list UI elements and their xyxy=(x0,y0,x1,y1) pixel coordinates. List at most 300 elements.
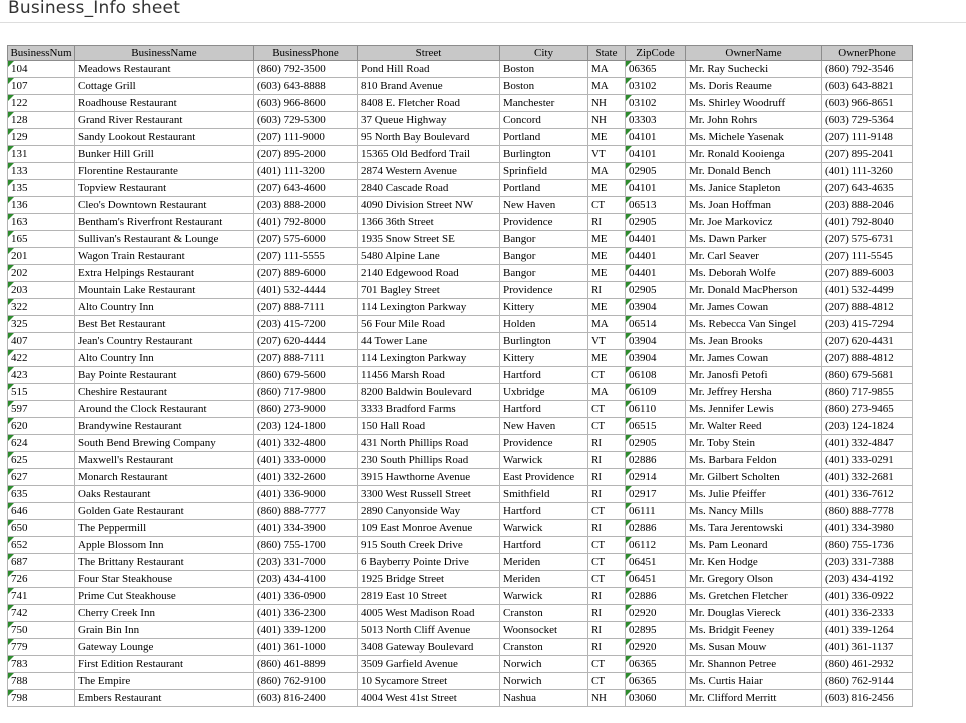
cell-city[interactable]: Cranston xyxy=(500,605,588,622)
cell-business-num[interactable]: 131 xyxy=(8,146,75,163)
cell-business-name[interactable]: Wagon Train Restaurant xyxy=(75,248,254,265)
cell-street[interactable]: 3915 Hawthorne Avenue xyxy=(358,469,500,486)
cell-owner-phone[interactable]: (860) 762-9144 xyxy=(822,673,913,690)
cell-business-phone[interactable]: (401) 336-0900 xyxy=(254,588,358,605)
cell-state[interactable]: RI xyxy=(588,639,626,656)
cell-business-name[interactable]: Bentham's Riverfront Restaurant xyxy=(75,214,254,231)
cell-business-name[interactable]: Cleo's Downtown Restaurant xyxy=(75,197,254,214)
cell-zip-code[interactable]: 02895 xyxy=(626,622,686,639)
cell-business-phone[interactable]: (401) 532-4444 xyxy=(254,282,358,299)
cell-business-num[interactable]: 742 xyxy=(8,605,75,622)
cell-owner-phone[interactable]: (401) 111-3260 xyxy=(822,163,913,180)
cell-owner-phone[interactable]: (401) 334-3980 xyxy=(822,520,913,537)
cell-owner-phone[interactable]: (207) 111-9148 xyxy=(822,129,913,146)
cell-street[interactable]: 8200 Baldwin Boulevard xyxy=(358,384,500,401)
cell-owner-name[interactable]: Mr. Donald MacPherson xyxy=(686,282,822,299)
cell-business-num[interactable]: 322 xyxy=(8,299,75,316)
cell-business-name[interactable]: Jean's Country Restaurant xyxy=(75,333,254,350)
cell-business-name[interactable]: Apple Blossom Inn xyxy=(75,537,254,554)
cell-business-num[interactable]: 627 xyxy=(8,469,75,486)
cell-zip-code[interactable]: 06109 xyxy=(626,384,686,401)
cell-street[interactable]: 3300 West Russell Street xyxy=(358,486,500,503)
cell-business-name[interactable]: The Empire xyxy=(75,673,254,690)
header-state[interactable]: State xyxy=(588,46,626,61)
cell-business-num[interactable]: 128 xyxy=(8,112,75,129)
cell-business-num[interactable]: 515 xyxy=(8,384,75,401)
cell-owner-name[interactable]: Mr. Shannon Petree xyxy=(686,656,822,673)
cell-city[interactable]: Hartford xyxy=(500,401,588,418)
cell-owner-phone[interactable]: (860) 792-3546 xyxy=(822,61,913,78)
cell-zip-code[interactable]: 03904 xyxy=(626,333,686,350)
header-ownerphone[interactable]: OwnerPhone xyxy=(822,46,913,61)
cell-owner-phone[interactable]: (203) 434-4192 xyxy=(822,571,913,588)
cell-business-name[interactable]: Oaks Restaurant xyxy=(75,486,254,503)
cell-state[interactable]: RI xyxy=(588,520,626,537)
cell-city[interactable]: Smithfield xyxy=(500,486,588,503)
cell-zip-code[interactable]: 06451 xyxy=(626,554,686,571)
cell-owner-phone[interactable]: (207) 895-2041 xyxy=(822,146,913,163)
cell-business-name[interactable]: Topview Restaurant xyxy=(75,180,254,197)
cell-owner-phone[interactable]: (401) 339-1264 xyxy=(822,622,913,639)
cell-street[interactable]: 915 South Creek Drive xyxy=(358,537,500,554)
cell-city[interactable]: Woonsocket xyxy=(500,622,588,639)
cell-state[interactable]: ME xyxy=(588,299,626,316)
cell-business-phone[interactable]: (603) 816-2400 xyxy=(254,690,358,707)
cell-street[interactable]: 37 Queue Highway xyxy=(358,112,500,129)
cell-street[interactable]: 701 Bagley Street xyxy=(358,282,500,299)
cell-business-phone[interactable]: (401) 336-9000 xyxy=(254,486,358,503)
cell-state[interactable]: RI xyxy=(588,452,626,469)
cell-city[interactable]: Holden xyxy=(500,316,588,333)
cell-business-name[interactable]: Sandy Lookout Restaurant xyxy=(75,129,254,146)
cell-owner-name[interactable]: Ms. Jennifer Lewis xyxy=(686,401,822,418)
cell-zip-code[interactable]: 03102 xyxy=(626,95,686,112)
cell-owner-phone[interactable]: (603) 729-5364 xyxy=(822,112,913,129)
cell-owner-name[interactable]: Ms. Tara Jerentowski xyxy=(686,520,822,537)
cell-business-name[interactable]: The Peppermill xyxy=(75,520,254,537)
header-businessname[interactable]: BusinessName xyxy=(75,46,254,61)
cell-business-phone[interactable]: (207) 895-2000 xyxy=(254,146,358,163)
cell-owner-name[interactable]: Mr. Toby Stein xyxy=(686,435,822,452)
cell-business-name[interactable]: Florentine Restaurante xyxy=(75,163,254,180)
cell-city[interactable]: Manchester xyxy=(500,95,588,112)
cell-owner-name[interactable]: Ms. Gretchen Fletcher xyxy=(686,588,822,605)
cell-state[interactable]: MA xyxy=(588,61,626,78)
cell-owner-name[interactable]: Ms. Dawn Parker xyxy=(686,231,822,248)
cell-state[interactable]: RI xyxy=(588,588,626,605)
cell-state[interactable]: ME xyxy=(588,180,626,197)
cell-zip-code[interactable]: 02920 xyxy=(626,639,686,656)
cell-zip-code[interactable]: 04401 xyxy=(626,231,686,248)
cell-owner-phone[interactable]: (401) 361-1137 xyxy=(822,639,913,656)
cell-business-num[interactable]: 163 xyxy=(8,214,75,231)
cell-zip-code[interactable]: 06108 xyxy=(626,367,686,384)
cell-owner-name[interactable]: Ms. Shirley Woodruff xyxy=(686,95,822,112)
cell-street[interactable]: 230 South Phillips Road xyxy=(358,452,500,469)
cell-city[interactable]: Portland xyxy=(500,129,588,146)
cell-street[interactable]: 1925 Bridge Street xyxy=(358,571,500,588)
cell-city[interactable]: Bangor xyxy=(500,248,588,265)
cell-business-name[interactable]: Sullivan's Restaurant & Lounge xyxy=(75,231,254,248)
cell-business-name[interactable]: Maxwell's Restaurant xyxy=(75,452,254,469)
cell-state[interactable]: CT xyxy=(588,418,626,435)
cell-zip-code[interactable]: 02905 xyxy=(626,163,686,180)
cell-business-num[interactable]: 788 xyxy=(8,673,75,690)
cell-zip-code[interactable]: 02914 xyxy=(626,469,686,486)
header-businessnum[interactable]: BusinessNum xyxy=(8,46,75,61)
cell-street[interactable]: 11456 Marsh Road xyxy=(358,367,500,384)
cell-business-num[interactable]: 135 xyxy=(8,180,75,197)
cell-city[interactable]: Bangor xyxy=(500,231,588,248)
cell-owner-phone[interactable]: (860) 679-5681 xyxy=(822,367,913,384)
cell-owner-name[interactable]: Mr. Janosfi Petofi xyxy=(686,367,822,384)
cell-state[interactable]: ME xyxy=(588,248,626,265)
cell-owner-name[interactable]: Ms. Nancy Mills xyxy=(686,503,822,520)
cell-business-phone[interactable]: (860) 679-5600 xyxy=(254,367,358,384)
cell-state[interactable]: ME xyxy=(588,350,626,367)
cell-zip-code[interactable]: 06451 xyxy=(626,571,686,588)
cell-owner-phone[interactable]: (401) 336-0922 xyxy=(822,588,913,605)
cell-street[interactable]: 114 Lexington Parkway xyxy=(358,350,500,367)
cell-business-phone[interactable]: (203) 888-2000 xyxy=(254,197,358,214)
cell-street[interactable]: 15365 Old Bedford Trail xyxy=(358,146,500,163)
cell-city[interactable]: Concord xyxy=(500,112,588,129)
cell-street[interactable]: 3333 Bradford Farms xyxy=(358,401,500,418)
cell-city[interactable]: Kittery xyxy=(500,350,588,367)
cell-owner-phone[interactable]: (401) 336-2333 xyxy=(822,605,913,622)
cell-business-num[interactable]: 202 xyxy=(8,265,75,282)
cell-business-phone[interactable]: (860) 717-9800 xyxy=(254,384,358,401)
cell-business-name[interactable]: Brandywine Restaurant xyxy=(75,418,254,435)
cell-owner-name[interactable]: Mr. Gilbert Scholten xyxy=(686,469,822,486)
cell-city[interactable]: Uxbridge xyxy=(500,384,588,401)
cell-street[interactable]: 2840 Cascade Road xyxy=(358,180,500,197)
cell-business-phone[interactable]: (860) 762-9100 xyxy=(254,673,358,690)
cell-business-name[interactable]: Roadhouse Restaurant xyxy=(75,95,254,112)
cell-state[interactable]: VT xyxy=(588,333,626,350)
cell-business-phone[interactable]: (860) 888-7777 xyxy=(254,503,358,520)
cell-owner-name[interactable]: Mr. Clifford Merritt xyxy=(686,690,822,707)
cell-city[interactable]: Warwick xyxy=(500,520,588,537)
cell-zip-code[interactable]: 06110 xyxy=(626,401,686,418)
cell-business-num[interactable]: 107 xyxy=(8,78,75,95)
cell-state[interactable]: CT xyxy=(588,673,626,690)
cell-business-num[interactable]: 136 xyxy=(8,197,75,214)
cell-owner-name[interactable]: Ms. Curtis Haiar xyxy=(686,673,822,690)
cell-zip-code[interactable]: 04401 xyxy=(626,248,686,265)
cell-business-num[interactable]: 129 xyxy=(8,129,75,146)
cell-zip-code[interactable]: 06365 xyxy=(626,61,686,78)
cell-zip-code[interactable]: 02886 xyxy=(626,520,686,537)
cell-street[interactable]: 56 Four Mile Road xyxy=(358,316,500,333)
cell-owner-name[interactable]: Ms. Bridgit Feeney xyxy=(686,622,822,639)
cell-business-phone[interactable]: (401) 361-1000 xyxy=(254,639,358,656)
cell-city[interactable]: Hartford xyxy=(500,537,588,554)
cell-owner-phone[interactable]: (401) 532-4499 xyxy=(822,282,913,299)
cell-owner-name[interactable]: Ms. Pam Leonard xyxy=(686,537,822,554)
cell-owner-phone[interactable]: (401) 792-8040 xyxy=(822,214,913,231)
cell-business-phone[interactable]: (401) 111-3200 xyxy=(254,163,358,180)
cell-owner-phone[interactable]: (207) 111-5545 xyxy=(822,248,913,265)
cell-street[interactable]: 4005 West Madison Road xyxy=(358,605,500,622)
cell-business-name[interactable]: Grain Bin Inn xyxy=(75,622,254,639)
cell-business-name[interactable]: South Bend Brewing Company xyxy=(75,435,254,452)
cell-business-num[interactable]: 798 xyxy=(8,690,75,707)
cell-city[interactable]: Warwick xyxy=(500,588,588,605)
cell-business-num[interactable]: 165 xyxy=(8,231,75,248)
cell-city[interactable]: Norwich xyxy=(500,656,588,673)
header-city[interactable]: City xyxy=(500,46,588,61)
cell-business-num[interactable]: 687 xyxy=(8,554,75,571)
cell-business-phone[interactable]: (207) 111-9000 xyxy=(254,129,358,146)
cell-owner-phone[interactable]: (207) 643-4635 xyxy=(822,180,913,197)
cell-business-phone[interactable]: (860) 461-8899 xyxy=(254,656,358,673)
cell-state[interactable]: CT xyxy=(588,367,626,384)
cell-city[interactable]: Hartford xyxy=(500,503,588,520)
cell-business-name[interactable]: Bunker Hill Grill xyxy=(75,146,254,163)
header-zipcode[interactable]: ZipCode xyxy=(626,46,686,61)
cell-business-num[interactable]: 597 xyxy=(8,401,75,418)
cell-street[interactable]: 109 East Monroe Avenue xyxy=(358,520,500,537)
cell-business-phone[interactable]: (207) 620-4444 xyxy=(254,333,358,350)
cell-owner-phone[interactable]: (603) 966-8651 xyxy=(822,95,913,112)
cell-zip-code[interactable]: 06112 xyxy=(626,537,686,554)
cell-business-num[interactable]: 122 xyxy=(8,95,75,112)
cell-business-phone[interactable]: (207) 888-7111 xyxy=(254,350,358,367)
header-businessphone[interactable]: BusinessPhone xyxy=(254,46,358,61)
header-street[interactable]: Street xyxy=(358,46,500,61)
cell-city[interactable]: Meriden xyxy=(500,554,588,571)
cell-zip-code[interactable]: 04101 xyxy=(626,146,686,163)
cell-street[interactable]: 95 North Bay Boulevard xyxy=(358,129,500,146)
cell-business-phone[interactable]: (401) 792-8000 xyxy=(254,214,358,231)
cell-owner-phone[interactable]: (203) 415-7294 xyxy=(822,316,913,333)
cell-business-phone[interactable]: (860) 792-3500 xyxy=(254,61,358,78)
cell-business-name[interactable]: Meadows Restaurant xyxy=(75,61,254,78)
cell-owner-name[interactable]: Ms. Doris Reaume xyxy=(686,78,822,95)
cell-owner-phone[interactable]: (860) 273-9465 xyxy=(822,401,913,418)
cell-city[interactable]: Boston xyxy=(500,78,588,95)
cell-zip-code[interactable]: 03060 xyxy=(626,690,686,707)
cell-zip-code[interactable]: 03904 xyxy=(626,299,686,316)
cell-zip-code[interactable]: 03102 xyxy=(626,78,686,95)
cell-business-name[interactable]: Extra Helpings Restaurant xyxy=(75,265,254,282)
cell-owner-phone[interactable]: (207) 888-4812 xyxy=(822,299,913,316)
cell-business-name[interactable]: Embers Restaurant xyxy=(75,690,254,707)
cell-street[interactable]: 5480 Alpine Lane xyxy=(358,248,500,265)
cell-street[interactable]: 6 Bayberry Pointe Drive xyxy=(358,554,500,571)
cell-owner-phone[interactable]: (203) 331-7388 xyxy=(822,554,913,571)
cell-business-num[interactable]: 783 xyxy=(8,656,75,673)
cell-owner-phone[interactable]: (203) 888-2046 xyxy=(822,197,913,214)
cell-street[interactable]: 5013 North Cliff Avenue xyxy=(358,622,500,639)
cell-owner-phone[interactable]: (860) 888-7778 xyxy=(822,503,913,520)
cell-owner-phone[interactable]: (603) 816-2456 xyxy=(822,690,913,707)
cell-business-phone[interactable]: (401) 339-1200 xyxy=(254,622,358,639)
cell-state[interactable]: ME xyxy=(588,129,626,146)
cell-owner-name[interactable]: Ms. Jean Brooks xyxy=(686,333,822,350)
cell-owner-name[interactable]: Ms. Janice Stapleton xyxy=(686,180,822,197)
cell-owner-phone[interactable]: (401) 332-2681 xyxy=(822,469,913,486)
cell-state[interactable]: CT xyxy=(588,656,626,673)
cell-business-name[interactable]: Around the Clock Restaurant xyxy=(75,401,254,418)
cell-city[interactable]: Boston xyxy=(500,61,588,78)
cell-street[interactable]: 150 Hall Road xyxy=(358,418,500,435)
cell-zip-code[interactable]: 02886 xyxy=(626,588,686,605)
cell-zip-code[interactable]: 02886 xyxy=(626,452,686,469)
cell-city[interactable]: New Haven xyxy=(500,418,588,435)
cell-business-num[interactable]: 652 xyxy=(8,537,75,554)
cell-owner-name[interactable]: Ms. Joan Hoffman xyxy=(686,197,822,214)
cell-owner-phone[interactable]: (860) 461-2932 xyxy=(822,656,913,673)
cell-zip-code[interactable]: 06365 xyxy=(626,656,686,673)
cell-street[interactable]: 2874 Western Avenue xyxy=(358,163,500,180)
cell-business-num[interactable]: 726 xyxy=(8,571,75,588)
cell-business-num[interactable]: 104 xyxy=(8,61,75,78)
cell-business-name[interactable]: Alto Country Inn xyxy=(75,299,254,316)
cell-owner-name[interactable]: Mr. John Rohrs xyxy=(686,112,822,129)
cell-state[interactable]: NH xyxy=(588,95,626,112)
cell-owner-name[interactable]: Mr. Walter Reed xyxy=(686,418,822,435)
cell-city[interactable]: Nashua xyxy=(500,690,588,707)
cell-street[interactable]: 2140 Edgewood Road xyxy=(358,265,500,282)
cell-business-name[interactable]: Mountain Lake Restaurant xyxy=(75,282,254,299)
cell-state[interactable]: CT xyxy=(588,554,626,571)
cell-business-name[interactable]: Cheshire Restaurant xyxy=(75,384,254,401)
cell-zip-code[interactable]: 02905 xyxy=(626,214,686,231)
cell-street[interactable]: 3509 Garfield Avenue xyxy=(358,656,500,673)
cell-state[interactable]: RI xyxy=(588,486,626,503)
cell-business-phone[interactable]: (603) 643-8888 xyxy=(254,78,358,95)
cell-owner-name[interactable]: Mr. Gregory Olson xyxy=(686,571,822,588)
cell-street[interactable]: 44 Tower Lane xyxy=(358,333,500,350)
cell-state[interactable]: CT xyxy=(588,401,626,418)
cell-business-name[interactable]: Grand River Restaurant xyxy=(75,112,254,129)
cell-city[interactable]: Burlington xyxy=(500,146,588,163)
header-ownername[interactable]: OwnerName xyxy=(686,46,822,61)
cell-city[interactable]: Sprinfield xyxy=(500,163,588,180)
cell-owner-name[interactable]: Mr. Ronald Kooienga xyxy=(686,146,822,163)
cell-business-name[interactable]: First Edition Restaurant xyxy=(75,656,254,673)
cell-business-name[interactable]: Alto Country Inn xyxy=(75,350,254,367)
cell-zip-code[interactable]: 02905 xyxy=(626,282,686,299)
cell-business-name[interactable]: Bay Pointe Restaurant xyxy=(75,367,254,384)
cell-owner-name[interactable]: Ms. Julie Pfeiffer xyxy=(686,486,822,503)
cell-owner-name[interactable]: Mr. Ray Suchecki xyxy=(686,61,822,78)
cell-business-num[interactable]: 750 xyxy=(8,622,75,639)
cell-business-phone[interactable]: (401) 332-2600 xyxy=(254,469,358,486)
cell-street[interactable]: 4004 West 41st Street xyxy=(358,690,500,707)
cell-street[interactable]: 431 North Phillips Road xyxy=(358,435,500,452)
cell-state[interactable]: CT xyxy=(588,571,626,588)
cell-business-phone[interactable]: (860) 755-1700 xyxy=(254,537,358,554)
cell-business-phone[interactable]: (401) 332-4800 xyxy=(254,435,358,452)
cell-owner-phone[interactable]: (860) 717-9855 xyxy=(822,384,913,401)
cell-owner-phone[interactable]: (207) 889-6003 xyxy=(822,265,913,282)
cell-city[interactable]: Meriden xyxy=(500,571,588,588)
cell-state[interactable]: MA xyxy=(588,163,626,180)
cell-owner-name[interactable]: Mr. Carl Seaver xyxy=(686,248,822,265)
cell-city[interactable]: Norwich xyxy=(500,673,588,690)
cell-street[interactable]: 114 Lexington Parkway xyxy=(358,299,500,316)
cell-business-phone[interactable]: (401) 334-3900 xyxy=(254,520,358,537)
cell-owner-phone[interactable]: (207) 888-4812 xyxy=(822,350,913,367)
cell-state[interactable]: CT xyxy=(588,537,626,554)
cell-state[interactable]: RI xyxy=(588,282,626,299)
cell-owner-phone[interactable]: (207) 575-6731 xyxy=(822,231,913,248)
cell-business-phone[interactable]: (401) 336-2300 xyxy=(254,605,358,622)
cell-owner-phone[interactable]: (207) 620-4431 xyxy=(822,333,913,350)
cell-business-name[interactable]: Four Star Steakhouse xyxy=(75,571,254,588)
cell-business-num[interactable]: 635 xyxy=(8,486,75,503)
cell-city[interactable]: East Providence xyxy=(500,469,588,486)
cell-business-name[interactable]: Best Bet Restaurant xyxy=(75,316,254,333)
cell-owner-name[interactable]: Ms. Michele Yasenak xyxy=(686,129,822,146)
cell-business-phone[interactable]: (207) 575-6000 xyxy=(254,231,358,248)
cell-street[interactable]: 3408 Gateway Boulevard xyxy=(358,639,500,656)
cell-business-phone[interactable]: (207) 643-4600 xyxy=(254,180,358,197)
cell-city[interactable]: Portland xyxy=(500,180,588,197)
cell-owner-name[interactable]: Mr. James Cowan xyxy=(686,350,822,367)
cell-business-phone[interactable]: (207) 889-6000 xyxy=(254,265,358,282)
cell-state[interactable]: RI xyxy=(588,214,626,231)
cell-state[interactable]: MA xyxy=(588,316,626,333)
cell-business-num[interactable]: 201 xyxy=(8,248,75,265)
cell-state[interactable]: RI xyxy=(588,605,626,622)
cell-zip-code[interactable]: 06515 xyxy=(626,418,686,435)
cell-owner-phone[interactable]: (603) 643-8821 xyxy=(822,78,913,95)
cell-business-phone[interactable]: (203) 331-7000 xyxy=(254,554,358,571)
cell-state[interactable]: ME xyxy=(588,231,626,248)
cell-business-name[interactable]: The Brittany Restaurant xyxy=(75,554,254,571)
cell-business-phone[interactable]: (203) 124-1800 xyxy=(254,418,358,435)
cell-business-phone[interactable]: (203) 434-4100 xyxy=(254,571,358,588)
cell-state[interactable]: RI xyxy=(588,435,626,452)
cell-owner-phone[interactable]: (401) 336-7612 xyxy=(822,486,913,503)
cell-state[interactable]: MA xyxy=(588,384,626,401)
cell-business-num[interactable]: 650 xyxy=(8,520,75,537)
cell-business-num[interactable]: 741 xyxy=(8,588,75,605)
cell-business-num[interactable]: 423 xyxy=(8,367,75,384)
cell-street[interactable]: 8408 E. Fletcher Road xyxy=(358,95,500,112)
cell-owner-name[interactable]: Mr. Douglas Viereck xyxy=(686,605,822,622)
cell-business-num[interactable]: 624 xyxy=(8,435,75,452)
cell-business-name[interactable]: Golden Gate Restaurant xyxy=(75,503,254,520)
cell-business-num[interactable]: 646 xyxy=(8,503,75,520)
cell-owner-name[interactable]: Mr. Joe Markovicz xyxy=(686,214,822,231)
cell-business-num[interactable]: 407 xyxy=(8,333,75,350)
cell-owner-name[interactable]: Mr. Donald Bench xyxy=(686,163,822,180)
cell-state[interactable]: ME xyxy=(588,265,626,282)
cell-owner-phone[interactable]: (203) 124-1824 xyxy=(822,418,913,435)
cell-business-num[interactable]: 422 xyxy=(8,350,75,367)
cell-owner-phone[interactable]: (401) 332-4847 xyxy=(822,435,913,452)
cell-business-name[interactable]: Gateway Lounge xyxy=(75,639,254,656)
cell-zip-code[interactable]: 06514 xyxy=(626,316,686,333)
cell-city[interactable]: Providence xyxy=(500,282,588,299)
cell-state[interactable]: MA xyxy=(588,78,626,95)
cell-business-num[interactable]: 779 xyxy=(8,639,75,656)
cell-state[interactable]: CT xyxy=(588,503,626,520)
cell-zip-code[interactable]: 04101 xyxy=(626,180,686,197)
cell-business-num[interactable]: 620 xyxy=(8,418,75,435)
cell-zip-code[interactable]: 06513 xyxy=(626,197,686,214)
cell-zip-code[interactable]: 03303 xyxy=(626,112,686,129)
cell-owner-name[interactable]: Mr. Jeffrey Hersha xyxy=(686,384,822,401)
cell-zip-code[interactable]: 02905 xyxy=(626,435,686,452)
cell-business-num[interactable]: 203 xyxy=(8,282,75,299)
cell-owner-name[interactable]: Ms. Rebecca Van Singel xyxy=(686,316,822,333)
